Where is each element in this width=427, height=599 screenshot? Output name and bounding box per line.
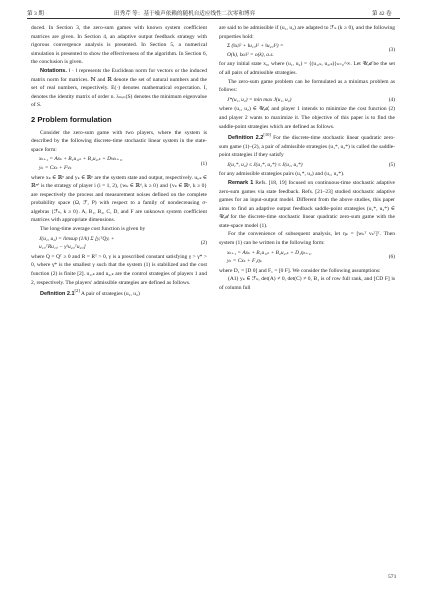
- notations-paragraph: [31, 67, 207, 110]
- header-rule: [27, 18, 400, 19]
- definition-2-2-text: For the discrete-time stochastic linear quadratic zero-sum game (1)–(2), a pair of admissible strategies (u₁*, u₂*) is called the saddle-point strategies if they satisfy: [219, 134, 396, 159]
- initial-state-paragraph: for any initial state x₀, where (u₁, u₂) = {(u₁,ₖ, u₂,ₖ)}ₖ₌₀^∞. Let 𝒰ₐ𝒹 be the set of all pairs of admissible strategies.: [219, 61, 395, 76]
- equation-2-number: (2): [200, 239, 207, 246]
- equation-3-body: Σ (‖xᵢ‖² + ‖u₁,ᵢ‖² + ‖u₂,ᵢ‖²) = O(k), ‖xₖ‖² = o(k), a.s.: [227, 43, 284, 58]
- objective-paragraph: where (u₁, u₂) ∈ 𝒰ₐ𝒹, and player 1 intends to minimize the cost function (2) and player 2 wants to maximize it. The objective of this paper is to find the saddle-point strategies which are defined as follows.: [219, 106, 395, 130]
- page-number: 571: [388, 574, 397, 580]
- intro-paragraph-end: duced. In Section 3, the zero-sum games with known system coefficient matrices are given. In Section 4, an adaptive output feedback strategy with rigorous convergence analysis is presented. In Section 5, a numerical simulation is presented to show the effectiveness of the algorithm. In Section 6, the conclusion is given.: [31, 25, 207, 66]
- minimax-intro-paragraph: The zero-sum game problem can be formulated as a minimax problem as follows:: [219, 78, 395, 94]
- equation-3: [219, 42, 395, 59]
- assumptions-intro-paragraph: where D₁ = [D 0] and F₁ = [0 F]. We consider the following assumptions:: [219, 267, 381, 274]
- admissible-paragraph: are said to be admissible if (u₁, u₂) are adapted to ℱₖ (k ≥ 0), and the following properties hold:: [219, 25, 395, 40]
- right-column: [219, 24, 395, 293]
- equation-2: [31, 235, 207, 252]
- equation-1-number: (1): [200, 160, 207, 167]
- equation-5-body: J(u₁*, u₂) ≤ J(u₁*, u₂*) ≤ J(u₁, u₂*): [227, 161, 303, 168]
- equation-5-number: (5): [388, 161, 395, 168]
- system-description-paragraph: where xₖ ∈ ℝⁿ and yₖ ∈ ℝᵖ are the system state and output, respectively. uᵢ,ₖ ∈ ℝᵐⁱ is the strategy of player i (i = 1, 2), {wₖ ∈ ℝᵈ, k ≥ 0} and {vₖ ∈ ℝᵖ, k ≥ 0} are respectively the process and measurement noises defined on the complete probability space (Ω, ℱ, P) with respect to a family of nondecreasing σ-algebras {ℱₖ, k ≥ 0}. A, B₁, B₂, C, D, and F are unknown system coefficient matrices with appropriate dimensions.: [31, 174, 207, 224]
- system-intro-paragraph: Consider the zero-sum game with two players, where the system is described by the following discrete-time stochastic linear system in the state-space form:: [31, 129, 207, 153]
- issue-number: 第 3 期: [27, 11, 44, 17]
- equation-1-body: xₖ₊₁ = Axₖ + B₁u₁,ₖ + B₂u₂,ₖ + Dwₖ₊₁, yₖ = Cxₖ + Fvₖ: [39, 156, 123, 171]
- cost-intro-paragraph: The long-time average cost function is given by: [40, 226, 146, 233]
- definition-2-2-ref: [10]: [263, 132, 271, 138]
- remark-1-heading: Remark 1: [228, 179, 254, 186]
- remark-1-text: Refs. [18, 19] focused on continuous-time stochastic adaptive zero-sum games via state feedback. Refs. [21–23] studied stochastic adaptive games for an input-output model. Different from the above studies, this paper aims to find an adaptive output feedback saddle-point strategies (u₁*, u₂*) ∈ 𝒰ₐ𝒹 for the discrete-time stochastic linear quadratic zero-sum game with the state-space model (1).: [219, 179, 395, 229]
- cost-description-paragraph: where Q = Qᵀ ≥ 0 and R = Rᵀ > 0, γ is a prescribed constant satisfying γ > γ* > 0, where γ* is the smallest γ such that the system (1) is stabilized and the cost function (2) is finite [2]. u₁,ₖ and u₂,ₖ are the control strategies of players 1 and 2, respectively. The players' admissible strategies are defined as follows.: [31, 253, 207, 286]
- assumption-a1: (A1) yₖ ∈ ℱₖ, det(A) ≠ 0, det(C) ≠ 0, B₁ is of row full rank, and [CD F] is of column full: [219, 276, 395, 292]
- equation-3-number: (3): [388, 47, 395, 54]
- section-heading: 2 Problem formulation: [31, 114, 112, 124]
- equation-2-body: J(u₁, u₂) = limsup (1/k) Σ [yᵢᵀQyᵢ + u₁,ᵢᵀRu₁,ᵢ − γ²u₂,ᵢᵀu₂,ᵢ]: [39, 235, 115, 251]
- notations-heading: Notations.: [40, 67, 67, 74]
- definition-2-1-heading: Definition 2.1: [40, 291, 75, 298]
- definition-2-1-ref: [2]: [74, 288, 80, 294]
- equation-6: [219, 249, 395, 266]
- equation-5: [219, 161, 395, 170]
- volume-number: 第 42 卷: [372, 11, 392, 17]
- remark-1: [219, 179, 395, 231]
- equation-6-number: (6): [388, 253, 395, 260]
- definition-2-2: [219, 131, 395, 160]
- left-column: [31, 24, 207, 299]
- equation-4-number: (4): [388, 96, 395, 103]
- definition-2-1: [31, 287, 207, 298]
- definition-2-2-heading: Definition 2.2: [228, 134, 264, 141]
- notations-text: ‖ · ‖ represents the Euclidean norm for vectors or the induced matrix norm for matrices. ℕ and ℝ denote the set of natural numbers and the set of real numbers, respectively. E(·) denotes mathematical expectation. I, denotes the identity matrix of order n. λₘᵢₙ(S) denotes the minimum eigenvalue of S.: [31, 67, 207, 109]
- definition-2-1-text: A pair of strategies (u₁, u₂): [80, 291, 140, 298]
- equation-1: [31, 155, 207, 172]
- saddle-point-paragraph: for any admissible strategies pairs (u₁*, u₂) and (u₁, u₂*).: [219, 171, 345, 178]
- running-header: [0, 0, 427, 20]
- equation-6-body: xₖ₊₁ = Axₖ + B₁u₁,ₖ + B₂u₂,ₖ + D₁ηₖ₊₁, yₖ = Cxₖ + F₁ηₖ: [227, 249, 312, 265]
- rewrite-intro-paragraph: For the convenience of subsequent analysis, let ηₖ = [wₖᵀ vₖᵀ]ᵀ. Then system (1) can be written in the following form:: [219, 231, 395, 247]
- equation-4-body: J*(u₁, u₂) = min max J(u₁, u₂): [227, 96, 292, 103]
- equation-4: [219, 96, 395, 105]
- running-title: 田秀芹 等：基于噪声依赖的随机自适应线性二次零和博弈: [114, 11, 256, 17]
